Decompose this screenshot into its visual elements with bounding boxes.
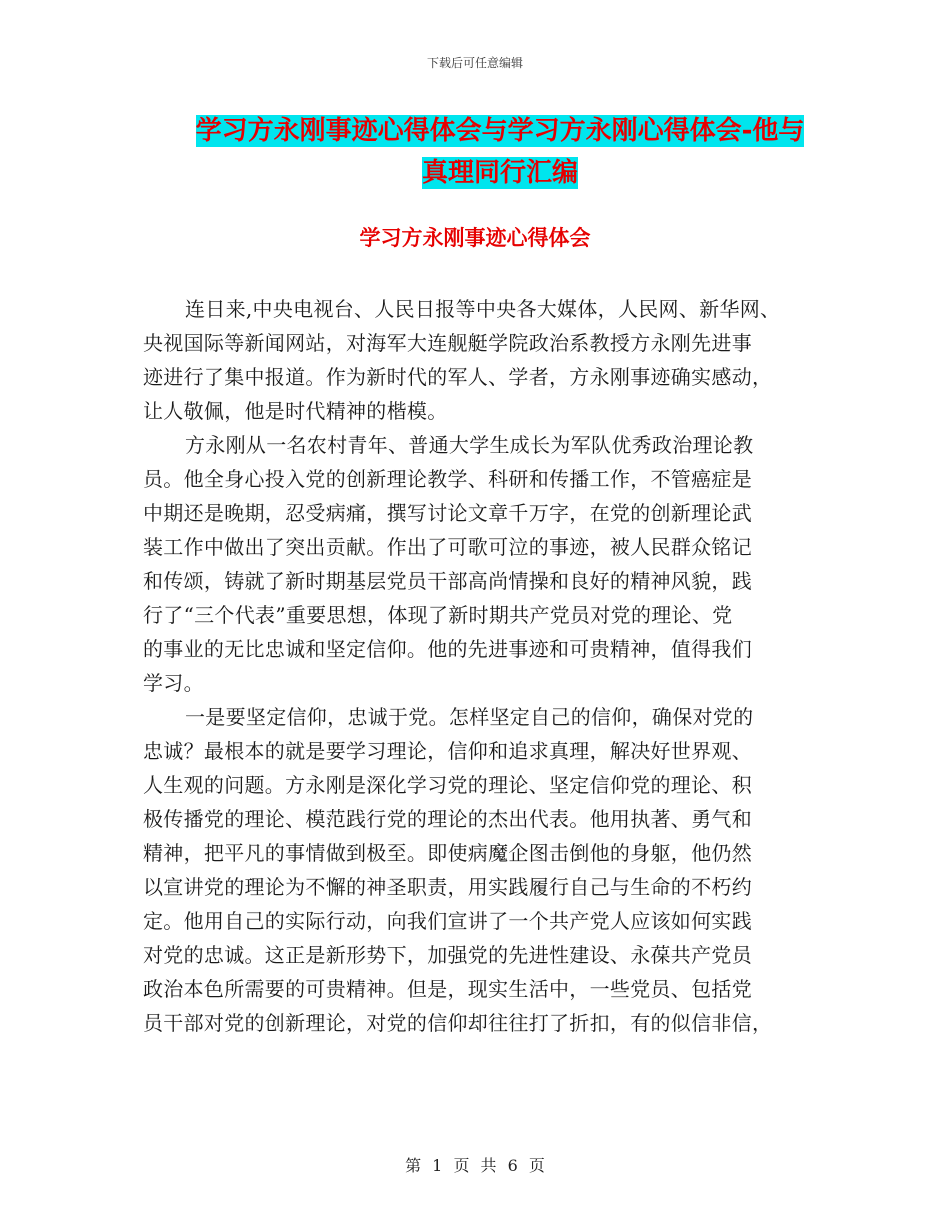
text-line: 极传播党的理论、模范践行党的理论的杰出代表。他用执著、勇气和 <box>143 807 752 831</box>
document-title <box>140 110 860 194</box>
text-line: 的事业的无比忠诚和坚定信仰。他的先进事迹和可贵精神，值得我们 <box>143 637 752 661</box>
text-line: 装工作中做出了突出贡献。作出了可歌可泣的事迹，被人民群众铭记 <box>143 535 752 559</box>
text-line: 方永刚从一名农村青年、普通大学生成长为军队优秀政治理论教 <box>185 433 754 457</box>
paragraph-3 <box>143 700 843 1040</box>
text-line: 定。他用自己的实际行动，向我们宣讲了一个共产党人应该如何实践 <box>143 909 752 933</box>
text-line: 迹进行了集中报道。作为新时代的军人、学者，方永刚事迹确实感动， <box>143 365 773 389</box>
body-text <box>143 292 843 1040</box>
text-line: 以宣讲党的理论为不懈的神圣职责，用实践履行自己与生命的不朽约 <box>143 875 752 899</box>
page-number-footer: 第 1 页 共 6 页 <box>405 1156 545 1175</box>
text-line: 和传颂，铸就了新时期基层党员干部高尚情操和良好的精神风貌，践 <box>143 569 752 593</box>
text-line: 行了“三个代表”重要思想，体现了新时期共产党员对党的理论、党 <box>143 603 733 627</box>
text-line: 连日来,中央电视台、人民日报等中央各大媒体，人民网、新华网、 <box>185 297 781 321</box>
text-line: 人生观的问题。方永刚是深化学习党的理论、坚定信仰党的理论、积 <box>143 773 752 797</box>
document-title-line-1: 学习方永刚事迹心得体会与学习方永刚心得体会-他与 <box>195 116 805 146</box>
text-line: 忠诚？最根本的就是要学习理论，信仰和追求真理，解决好世界观、 <box>143 739 752 763</box>
text-line: 对党的忠诚。这正是新形势下，加强党的先进性建设、永葆共产党员 <box>143 943 752 967</box>
text-line: 政治本色所需要的可贵精神。但是，现实生活中，一些党员、包括党 <box>143 977 752 1001</box>
text-line: 员。他全身心投入党的创新理论教学、科研和传播工作，不管癌症是 <box>143 467 752 491</box>
text-line: 中期还是晚期，忍受病痛，撰写讨论文章千万字，在党的创新理论武 <box>143 501 752 525</box>
paragraph-2 <box>143 428 843 700</box>
text-line: 学习。 <box>143 671 204 695</box>
header-note: 下载后可任意编辑 <box>426 56 523 70</box>
paragraph-1 <box>143 292 843 428</box>
text-line: 员干部对党的创新理论，对党的信仰却往往打了折扣，有的似信非信， <box>143 1011 773 1035</box>
text-line: 央视国际等新闻网站，对海军大连舰艇学院政治系教授方永刚先进事 <box>143 331 752 355</box>
document-title-line-2: 真理同行汇编 <box>421 158 578 188</box>
section-title: 学习方永刚事迹心得体会 <box>359 226 591 250</box>
text-line: 精神，把平凡的事情做到极至。即使病魔企图击倒他的身躯，他仍然 <box>143 841 752 865</box>
text-line: 让人敬佩，他是时代精神的楷模。 <box>143 399 448 423</box>
text-line: 一是要坚定信仰，忠诚于党。怎样坚定自己的信仰，确保对党的 <box>185 705 754 729</box>
